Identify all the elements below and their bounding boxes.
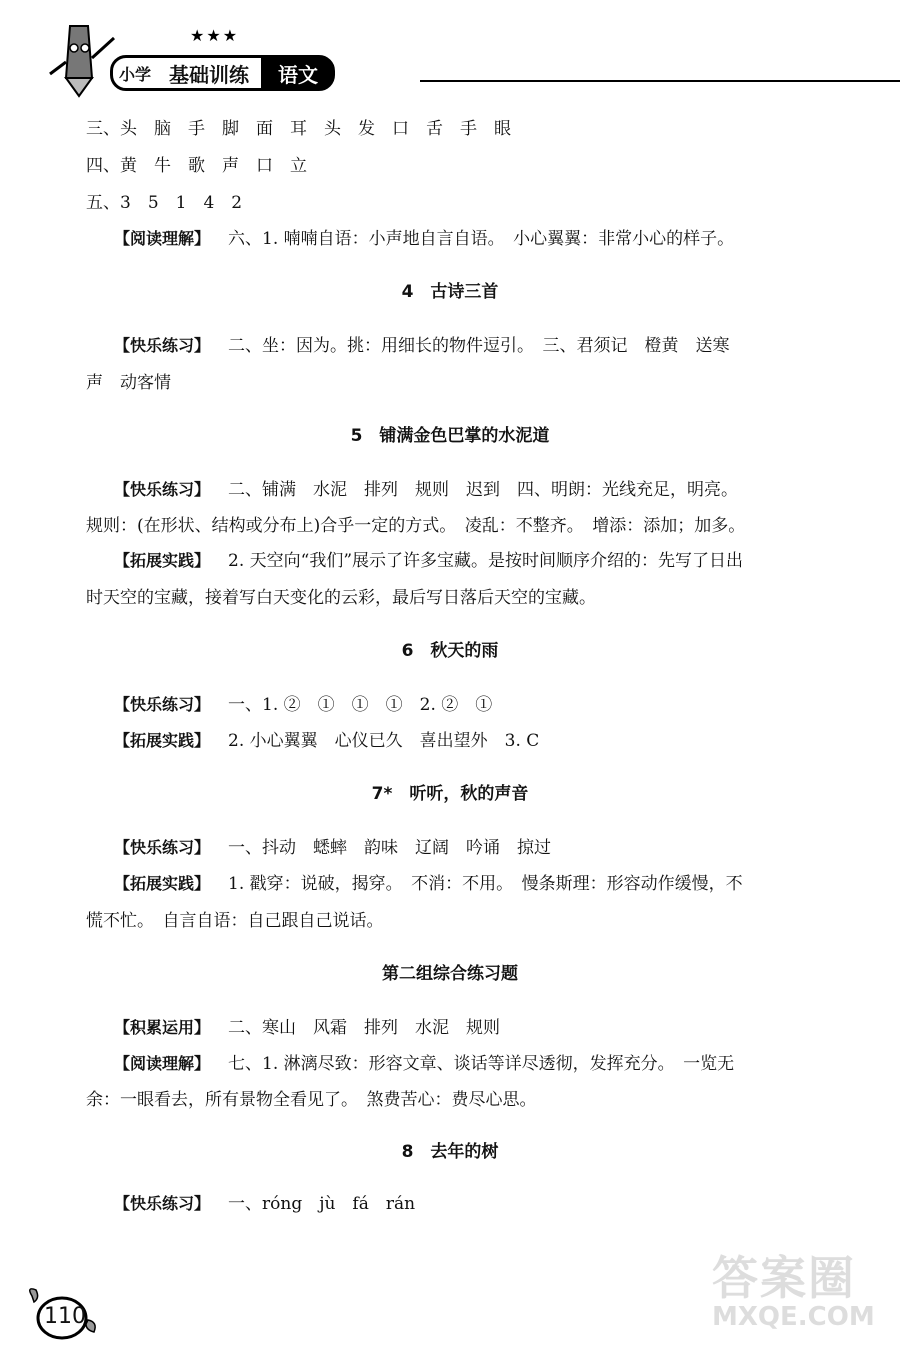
answer-line xyxy=(114,546,743,571)
lesson-heading: 8 去年的树 xyxy=(401,1142,499,1162)
header-rule xyxy=(420,80,900,82)
answer-text: 2. 天空向“我们”展示了许多宝藏。是按时间顺序介绍的：先写了日出 xyxy=(228,551,744,571)
section-tag: 【快乐练习】 xyxy=(114,480,211,499)
answer-line: 五、3 5 1 4 2 xyxy=(86,193,243,213)
section-tag: 【拓展实践】 xyxy=(114,731,211,750)
section-tag: 【积累运用】 xyxy=(114,1018,211,1037)
answer-line xyxy=(114,690,492,715)
answer-line xyxy=(114,869,743,894)
answer-text: 二、寒山 风霜 排列 水泥 规则 xyxy=(228,1018,501,1038)
section-tag: 【快乐练习】 xyxy=(114,336,211,355)
answer-line xyxy=(114,833,551,858)
lesson-heading: 7* 听听，秋的声音 xyxy=(371,784,529,804)
lesson-heading: 6 秋天的雨 xyxy=(401,641,499,661)
subject-label: 语文 xyxy=(261,55,335,91)
answer-text: 一、róng jù fá rán xyxy=(228,1194,416,1214)
watermark xyxy=(712,1242,892,1342)
answer-text: 2. 小心翼翼 心仪已久 喜出望外 3. C xyxy=(228,731,540,751)
answer-text: 1. 戳穿：说破，揭穿。 不消：不用。 慢条斯理：形容动作缓慢，不 xyxy=(228,874,743,894)
section-tag: 【拓展实践】 xyxy=(114,551,211,570)
answer-text: 一、1. ② ① ① ① 2. ② ① xyxy=(228,695,493,715)
section-tag: 【快乐练习】 xyxy=(114,838,211,857)
answer-line xyxy=(114,224,734,249)
lesson-heading: 5 铺满金色巴掌的水泥道 xyxy=(350,426,550,446)
stars-icon: ★★★ xyxy=(190,26,240,45)
answer-line: 慌不忙。 自言自语：自己跟自己说话。 xyxy=(86,911,384,931)
answer-line xyxy=(114,726,539,751)
lesson-heading: 第二组综合练习题 xyxy=(382,964,518,984)
section-tag: 【快乐练习】 xyxy=(114,695,211,714)
watermark-bottom: MXQE.COM xyxy=(712,1302,875,1332)
brand-title: 基础训练 xyxy=(157,55,264,91)
pencil-mascot-icon xyxy=(40,18,120,98)
answer-text: 七、1. 淋漓尽致：形容文章、谈话等详尽透彻，发挥充分。 一览无 xyxy=(228,1054,735,1074)
answer-text: 六、1. 喃喃自语：小声地自言自语。 小心翼翼：非常小心的样子。 xyxy=(228,229,735,249)
watermark-top: 答案圈 xyxy=(712,1251,856,1305)
answer-text: 二、坐：因为。挑：用细长的物件逗引。 三、君须记 橙黄 送寒 xyxy=(228,336,730,356)
answer-line: 规则：(在形状、结构或分布上)合乎一定的方式。 凌乱：不整齐。 增添：添加；加多。 xyxy=(86,516,746,536)
answer-line: 四、黄 牛 歌 声 口 立 xyxy=(86,156,307,176)
header-title-bar xyxy=(110,52,335,94)
brand-small: 小学 xyxy=(110,55,160,91)
answer-line: 三、头 脑 手 脚 面 耳 头 发 口 舌 手 眼 xyxy=(86,119,511,139)
page-header xyxy=(40,18,880,98)
section-tag: 【拓展实践】 xyxy=(114,874,211,893)
page-number: 110 xyxy=(44,1304,86,1329)
answer-line xyxy=(114,475,738,500)
answer-line xyxy=(114,331,730,356)
section-tag: 【阅读理解】 xyxy=(114,229,211,248)
answer-line xyxy=(114,1049,734,1074)
answer-text: 二、铺满 水泥 排列 规则 迟到 四、明朗：光线充足，明亮。 xyxy=(228,480,739,500)
answer-line: 声 动客情 xyxy=(86,373,171,393)
answer-text: 一、抖动 蟋蟀 韵味 辽阔 吟诵 掠过 xyxy=(228,838,552,858)
answer-line xyxy=(114,1189,415,1214)
lesson-heading: 4 古诗三首 xyxy=(401,282,499,302)
answer-line: 余：一眼看去，所有景物全看见了。 煞费苦心：费尽心思。 xyxy=(86,1090,537,1110)
page-number-badge xyxy=(22,1282,102,1342)
section-tag: 【阅读理解】 xyxy=(114,1054,211,1073)
answer-line: 时天空的宝藏，接着写白天变化的云彩，最后写日落后天空的宝藏。 xyxy=(86,588,596,608)
answer-line xyxy=(114,1013,500,1038)
section-tag: 【快乐练习】 xyxy=(114,1194,211,1213)
